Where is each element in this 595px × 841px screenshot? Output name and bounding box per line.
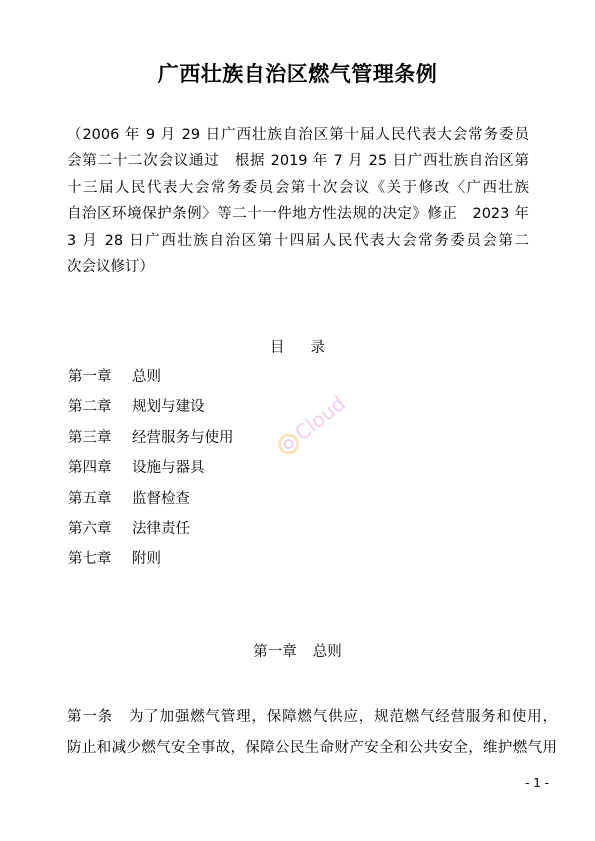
preamble-line: 3 月 28 日广西壮族自治区第十四届人民代表大会常务委员会第二 (67, 232, 529, 249)
preamble-line: 自治区环境保护条例〉等二十一件地方性法规的决定》修正 2023 年 (67, 206, 529, 223)
toc-item[interactable] (68, 488, 234, 518)
preamble (67, 122, 529, 280)
toc-item-number: 第七章 (68, 551, 112, 568)
chapter-label: 总则 (312, 644, 342, 660)
article-lead: 第一条 (67, 709, 113, 725)
toc-item-label: 规划与建设 (132, 399, 205, 416)
toc-item-number: 第六章 (68, 520, 112, 537)
table-of-contents (68, 366, 234, 579)
toc-item[interactable] (68, 366, 234, 396)
toc-heading (0, 336, 595, 357)
article-first (67, 702, 557, 764)
chapter-heading (0, 640, 595, 661)
chapter-number: 第一章 (253, 644, 297, 660)
toc-heading-right: 录 (310, 340, 325, 356)
toc-item-number: 第二章 (68, 399, 112, 416)
toc-item-label: 法律责任 (132, 520, 190, 537)
preamble-line: （2006 年 9 月 29 日广西壮族自治区第十届人民代表大会常务委员 (67, 127, 529, 143)
toc-item[interactable] (68, 518, 234, 548)
page-number: - 1 - (525, 776, 549, 790)
toc-item-label: 设施与器具 (132, 460, 205, 477)
document-title: 广西壮族自治区燃气管理条例 (157, 62, 438, 86)
toc-item[interactable] (68, 427, 234, 457)
article-line1-text: 为了加强燃气管理，保障燃气供应，规范燃气经营服务和使用， (128, 709, 558, 725)
preamble-line: 次会议修订） (67, 259, 154, 276)
toc-item-label: 经营服务与使用 (132, 429, 234, 446)
preamble-line: 十三届人民代表大会常务委员会第十次会议《关于修改〈广西壮族 (67, 179, 529, 196)
toc-heading-left: 目 (270, 340, 285, 356)
toc-item[interactable] (68, 396, 234, 426)
article-line: 防止和减少燃气安全事故，保障公民生命财产安全和公共安全，维护燃气用 (67, 740, 557, 756)
toc-item-label: 总则 (132, 369, 161, 385)
toc-item-number: 第五章 (68, 490, 112, 507)
toc-item[interactable] (68, 548, 234, 578)
toc-item-label: 附则 (132, 551, 161, 568)
toc-item-number: 第三章 (68, 429, 112, 446)
toc-item-label: 监督检查 (132, 490, 190, 507)
toc-item-number: 第一章 (68, 369, 112, 385)
toc-item[interactable] (68, 457, 234, 487)
article-line (67, 702, 557, 733)
preamble-line: 会第二十二次会议通过 根据 2019 年 7 月 25 日广西壮族自治区第 (67, 153, 529, 170)
toc-item-number: 第四章 (68, 460, 112, 477)
watermark-text: Cloud (290, 391, 350, 446)
cloud-watermark-icon (258, 375, 358, 465)
